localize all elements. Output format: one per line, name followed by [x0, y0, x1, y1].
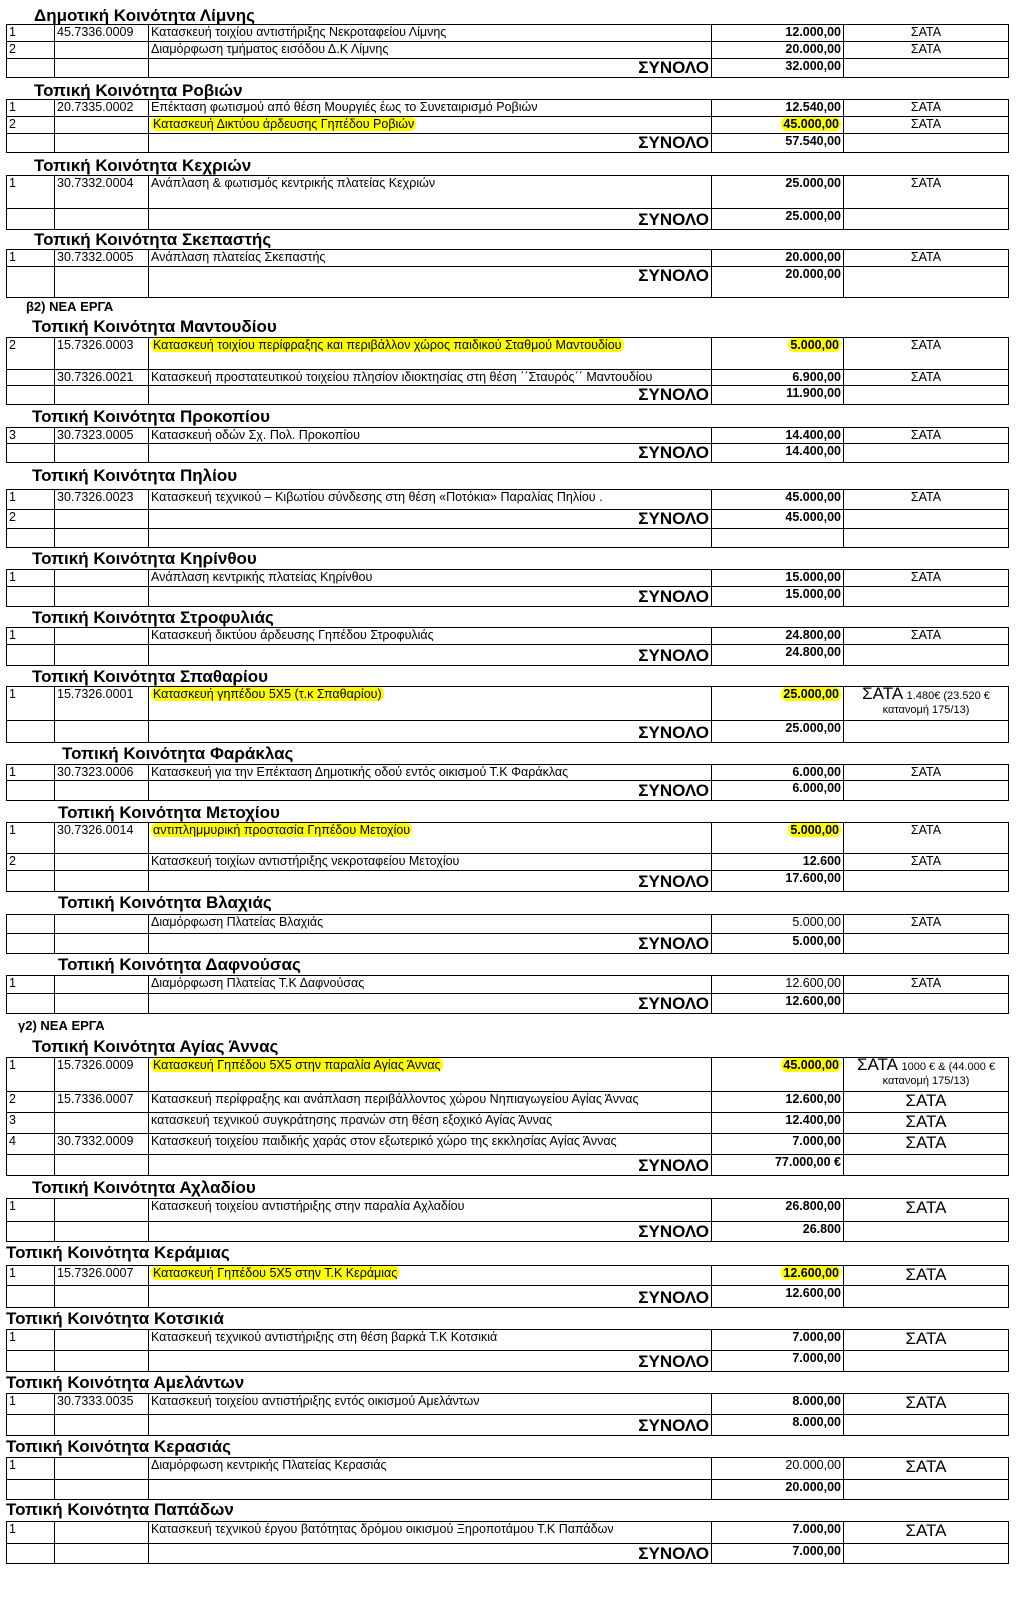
amount: 5.000,00: [790, 823, 839, 837]
works-table: [6, 1521, 1009, 1564]
works-table: [6, 975, 1009, 1014]
section-title: Τοπική Κοινότητα Προκοπίου: [32, 407, 270, 426]
total-amount: 12.600,00: [712, 994, 844, 1014]
funding-source: ΣΑΤΑ: [844, 428, 1009, 444]
row-number: 1: [7, 687, 55, 721]
row-number: 1: [7, 628, 55, 645]
amount: 5.000,00: [790, 338, 839, 352]
funding-source: ΣΑΤΑ: [844, 250, 1009, 267]
row-number: 2: [7, 510, 55, 529]
work-description: Κατασκευή γηπέδου 5Χ5 (τ.κ Σπαθαρίου): [153, 687, 382, 701]
amount: 45.000,00: [783, 117, 839, 131]
total-label: ΣΥΝΟΛΟ: [149, 1155, 712, 1176]
row-number: 2: [7, 338, 55, 370]
total-row: [7, 134, 1009, 153]
row-number: 1: [7, 1199, 55, 1222]
table-row: [7, 490, 1009, 510]
works-table: [6, 1457, 1009, 1500]
amount: 6.000,00: [712, 765, 844, 781]
row-number: 2: [7, 854, 55, 871]
works-table: [6, 764, 1009, 801]
work-description: Κατασκευή τεχνικού αντιστήριξης στη θέση βαρκά Τ.Κ Κοτσικιά: [149, 1330, 712, 1351]
table-row: [7, 338, 1009, 370]
section-title: Τοπική Κοινότητα Αγίας Άννας: [32, 1037, 279, 1056]
work-description: Διαμόρφωση Πλατείας Τ.Κ Δαφνούσας: [149, 976, 712, 994]
budget-code: [55, 570, 149, 587]
funding-source: ΣΑΤΑ: [856, 1057, 898, 1074]
total-amount: 26.800: [712, 1222, 844, 1242]
total-row: [7, 587, 1009, 607]
work-description: Κατασκευή τεχνικού έργου βατότητας δρόμου οικισμού Ξηροποτάμου Τ.Κ Παπάδων: [149, 1522, 712, 1544]
section-title: Τοπική Κοινότητα Κερασιάς: [6, 1437, 231, 1456]
work-description: Ανάπλαση πλατείας Σκεπαστής: [149, 250, 712, 267]
work-description: Ανάπλαση κεντρικής πλατείας Κηρίνθου: [149, 570, 712, 587]
table-row: [7, 1266, 1009, 1286]
budget-code: [55, 1522, 149, 1544]
total-label: ΣΥΝΟΛΟ: [149, 386, 712, 405]
total-label: ΣΥΝΟΛΟ: [149, 1286, 712, 1308]
budget-code: 20.7335.0002: [55, 100, 149, 117]
row-number: 1: [7, 976, 55, 994]
table-row: [7, 1522, 1009, 1544]
amount: 6.900,00: [712, 370, 844, 386]
work-description: Κατασκευή τοιχείου αντιστήριξης στην παραλία Αχλαδίου: [149, 1199, 712, 1222]
section-title: Τοπική Κοινότητα Πηλίου: [32, 466, 238, 485]
total-row: [7, 1351, 1009, 1372]
total-amount: 14.400,00: [712, 444, 844, 463]
works-table: [6, 175, 1009, 230]
budget-code: 30.7326.0023: [55, 490, 149, 510]
table-row: [7, 570, 1009, 587]
amount: 5.000,00: [712, 915, 844, 934]
total-label: ΣΥΝΟΛΟ: [149, 1415, 712, 1436]
row-number: [7, 915, 55, 934]
amount: 45.000,00: [712, 490, 844, 510]
total-amount: 45.000,00: [712, 510, 844, 529]
row-number: 2: [7, 1092, 55, 1113]
total-amount: 8.000,00: [712, 1415, 844, 1436]
work-description: Κατασκευή τοιχίου περίφραξης και περιβάλλον χώρος παιδικού Σταθμού Μαντουδίου: [153, 338, 622, 352]
total-row: [7, 510, 1009, 529]
work-description: κατασκευή τεχνικού συγκράτησης πρανών στη θέση εξοχικό Αγίας Άννας: [149, 1113, 712, 1134]
budget-code: [55, 976, 149, 994]
funding-source: ΣΑΤΑ: [844, 976, 1009, 994]
table-row: [7, 1394, 1009, 1415]
total-label: ΣΥΝΟΛΟ: [149, 1222, 712, 1242]
table-row: [7, 1058, 1009, 1092]
funding-source: ΣΑΤΑ: [844, 117, 1009, 134]
budget-code: 30.7333.0035: [55, 1394, 149, 1415]
funding-source: ΣΑΤΑ: [844, 25, 1009, 42]
section-label: γ2) ΝΕΑ ΕΡΓΑ: [18, 1018, 105, 1033]
total-row: [7, 1155, 1009, 1176]
works-table: [6, 337, 1009, 405]
section-title: Τοπική Κοινότητα Αμελάντων: [6, 1373, 245, 1392]
row-number: 1: [7, 570, 55, 587]
work-description: Κατασκευή οδών Σχ. Πολ. Προκοπίου: [149, 428, 712, 444]
work-description: Κατασκευή τοιχίων αντιστήριξης νεκροταφείου Μετοχίου: [149, 854, 712, 871]
works-table: [6, 1265, 1009, 1308]
section-title: Τοπική Κοινότητα Αχλαδίου: [32, 1178, 256, 1197]
total-label: ΣΥΝΟΛΟ: [149, 510, 712, 529]
budget-code: [55, 1458, 149, 1480]
total-label: ΣΥΝΟΛΟ: [149, 267, 712, 298]
budget-code: [55, 1113, 149, 1134]
table-row: [7, 529, 1009, 548]
section-title: Τοπική Κοινότητα Παπάδων: [6, 1500, 234, 1519]
table-row: [7, 687, 1009, 721]
total-amount: 5.000,00: [712, 934, 844, 954]
section-title: Τοπική Κοινότητα Κηρίνθου: [32, 549, 257, 568]
funding-source: ΣΑΤΑ: [844, 1113, 1009, 1134]
budget-code: 30.7332.0004: [55, 176, 149, 209]
row-number: 1: [7, 1266, 55, 1286]
work-description: Κατασκευή τοιχείου παιδικής χαράς στον εξωτερικό χώρο της εκκλησίας Αγίας Άννας: [149, 1134, 712, 1155]
section-title: Τοπική Κοινότητα Βλαχιάς: [58, 893, 272, 912]
amount: 7.000,00: [712, 1134, 844, 1155]
works-table: [6, 822, 1009, 892]
table-row: [7, 628, 1009, 645]
table-row: [7, 1134, 1009, 1155]
funding-source: ΣΑΤΑ: [844, 1134, 1009, 1155]
total-amount: 15.000,00: [712, 587, 844, 607]
row-number: 1: [7, 1330, 55, 1351]
total-amount: 25.000,00: [712, 721, 844, 743]
amount: 25.000,00: [712, 176, 844, 209]
total-row: [7, 1480, 1009, 1500]
total-row: [7, 781, 1009, 801]
total-label: ΣΥΝΟΛΟ: [149, 1351, 712, 1372]
row-number: 2: [7, 117, 55, 134]
works-table: [6, 914, 1009, 954]
works-table: [6, 1057, 1009, 1176]
amount: 12.600: [712, 854, 844, 871]
section-title: Τοπική Κοινότητα Μετοχίου: [58, 803, 280, 822]
funding-note: κατανομή 175/13): [882, 704, 970, 716]
funding-note: 1.480€ (23.520 €: [906, 690, 990, 702]
row-number: 1: [7, 25, 55, 42]
section-title: Τοπική Κοινότητα Κεχριών: [34, 156, 252, 175]
amount: 20.000,00: [712, 42, 844, 59]
table-row: [7, 428, 1009, 444]
total-row: [7, 386, 1009, 405]
work-description: Κατασκευή προστατευτικού τοιχείου πλησίον ιδιοκτησίας στη θέση ΄΄Σταυρός΄΄ Μαντουδίου: [149, 370, 712, 386]
budget-code: 30.7323.0006: [55, 765, 149, 781]
amount: 12.600,00: [712, 976, 844, 994]
total-row: [7, 267, 1009, 298]
table-row: [7, 250, 1009, 267]
row-number: 1: [7, 765, 55, 781]
total-amount: 77.000,00 €: [712, 1155, 844, 1176]
budget-code: [55, 1199, 149, 1222]
amount: 20.000,00: [712, 250, 844, 267]
amount: 7.000,00: [712, 1522, 844, 1544]
table-row: [7, 976, 1009, 994]
total-amount: 6.000,00: [712, 781, 844, 801]
work-description: αντιπλημμυρική προστασία Γηπέδου Μετοχίου: [153, 823, 411, 837]
total-label: ΣΥΝΟΛΟ: [149, 587, 712, 607]
total-row: [7, 444, 1009, 463]
funding-source: ΣΑΤΑ: [862, 686, 904, 703]
budget-code: 15.7336.0007: [55, 1092, 149, 1113]
row-number: 1: [7, 1394, 55, 1415]
table-row: [7, 1113, 1009, 1134]
funding-source: ΣΑΤΑ: [844, 570, 1009, 587]
budget-code: 15.7326.0007: [55, 1266, 149, 1286]
works-table: [6, 24, 1009, 78]
works-table: [6, 427, 1009, 463]
funding-source: ΣΑΤΑ: [844, 1522, 1009, 1544]
amount: 15.000,00: [712, 570, 844, 587]
section-title: Τοπική Κοινότητα Στροφυλιάς: [32, 608, 274, 627]
work-description: Κατασκευή τεχνικού – Κιβωτίου σύνδεσης στη θέση «Ποτόκια» Παραλίας Πηλίου .: [149, 490, 712, 510]
total-label: ΣΥΝΟΛΟ: [149, 209, 712, 230]
total-amount: 32.000,00: [712, 59, 844, 78]
budget-code: 30.7326.0014: [55, 823, 149, 854]
amount: 14.400,00: [712, 428, 844, 444]
table-row: [7, 370, 1009, 386]
row-number: 1: [7, 250, 55, 267]
total-row: [7, 1222, 1009, 1242]
budget-code: [55, 42, 149, 59]
section-title: Δημοτική Κοινότητα Λίμνης: [34, 6, 255, 25]
total-label: ΣΥΝΟΛΟ: [149, 134, 712, 153]
funding-source: ΣΑΤΑ: [844, 176, 1009, 209]
row-number: 1: [7, 1458, 55, 1480]
section-title: Τοπική Κοινότητα Ροβιών: [34, 81, 243, 100]
total-amount: 11.900,00: [712, 386, 844, 405]
budget-code: 30.7323.0005: [55, 428, 149, 444]
funding-source: ΣΑΤΑ: [844, 338, 1009, 370]
work-description: Κατασκευή δικτύου άρδευσης Γηπέδου Στροφυλιάς: [149, 628, 712, 645]
section-title: Τοπική Κοινότητα Σπαθαρίου: [32, 667, 269, 686]
table-row: [7, 42, 1009, 59]
row-number: 1: [7, 176, 55, 209]
table-row: [7, 854, 1009, 871]
work-description: Επέκταση φωτισμού από θέση Μουργιές έως το Συνεταιρισμό Ροβιών: [149, 100, 712, 117]
funding-source: ΣΑΤΑ: [844, 1394, 1009, 1415]
work-description: Κατασκευή για την Επέκταση Δημοτικής οδού εντός οικισμού Τ.Κ Φαράκλας: [149, 765, 712, 781]
table-row: [7, 1092, 1009, 1113]
amount: 12.600,00: [783, 1266, 839, 1280]
funding-source: ΣΑΤΑ: [844, 1330, 1009, 1351]
total-row: [7, 1415, 1009, 1436]
total-amount: 24.800,00: [712, 645, 844, 666]
total-amount: 7.000,00: [712, 1351, 844, 1372]
budget-code: 30.7332.0005: [55, 250, 149, 267]
table-row: [7, 915, 1009, 934]
funding-note: 1000 € & (44.000 €: [901, 1061, 996, 1073]
total-amount: 12.600,00: [712, 1286, 844, 1308]
budget-code: 30.7326.0021: [55, 370, 149, 386]
total-amount: 20.000,00: [712, 1480, 844, 1500]
section-label: β2) ΝΕΑ ΕΡΓΑ: [26, 299, 114, 314]
total-amount: 20.000,00: [712, 267, 844, 298]
total-amount: 17.600,00: [712, 871, 844, 892]
funding-source: ΣΑΤΑ: [844, 823, 1009, 854]
total-row: [7, 645, 1009, 666]
work-description: Διαμόρφωση κεντρικής Πλατείας Κερασιάς: [149, 1458, 712, 1480]
amount: 20.000,00: [712, 1458, 844, 1480]
work-description: Κατασκευή Γηπέδου 5Χ5 στην παραλία Αγίας Άννας: [153, 1058, 441, 1072]
works-table: [6, 489, 1009, 548]
total-row: [7, 1544, 1009, 1564]
section-title: Τοπική Κοινότητα Σκεπαστής: [34, 230, 272, 249]
budget-code: [55, 1330, 149, 1351]
budget-code: 15.7326.0009: [55, 1058, 149, 1092]
row-number: 4: [7, 1134, 55, 1155]
work-description: Κατασκευή τοιχείου αντιστήριξης εντός οικισμού Αμελάντων: [149, 1394, 712, 1415]
works-table: [6, 1198, 1009, 1242]
total-label: ΣΥΝΟΛΟ: [149, 1544, 712, 1564]
works-table: [6, 1329, 1009, 1372]
row-number: 3: [7, 428, 55, 444]
work-description: Ανάπλαση & φωτισμός κεντρικής πλατείας Κεχριών: [149, 176, 712, 209]
funding-source: ΣΑΤΑ: [844, 915, 1009, 934]
total-amount: 57.540,00: [712, 134, 844, 153]
table-row: [7, 1458, 1009, 1480]
row-number: 2: [7, 42, 55, 59]
total-row: [7, 871, 1009, 892]
row-number: 1: [7, 490, 55, 510]
budget-code: [55, 628, 149, 645]
work-description: Διαμόρφωση τμήματος εισόδου Δ.Κ Λίμνης: [149, 42, 712, 59]
total-label: ΣΥΝΟΛΟ: [149, 444, 712, 463]
works-table: [6, 1393, 1009, 1436]
table-row: [7, 100, 1009, 117]
funding-source: ΣΑΤΑ: [844, 1458, 1009, 1480]
total-label: ΣΥΝΟΛΟ: [149, 994, 712, 1014]
funding-source: ΣΑΤΑ: [844, 628, 1009, 645]
total-label: ΣΥΝΟΛΟ: [149, 781, 712, 801]
amount: 26.800,00: [712, 1199, 844, 1222]
amount: 8.000,00: [712, 1394, 844, 1415]
table-row: [7, 1199, 1009, 1222]
work-description: Κατασκευή περίφραξης και ανάπλαση περιβάλλοντος χώρου Νηπιαγωγείου Αγίας Άννας: [149, 1092, 712, 1113]
budget-code: [55, 117, 149, 134]
total-row: [7, 994, 1009, 1014]
amount: 45.000,00: [783, 1058, 839, 1072]
row-number: 1: [7, 1522, 55, 1544]
works-table: [6, 249, 1009, 298]
works-table: [6, 569, 1009, 607]
total-label: ΣΥΝΟΛΟ: [149, 59, 712, 78]
amount: 12.600,00: [712, 1092, 844, 1113]
amount: 25.000,00: [783, 687, 839, 701]
total-amount: 25.000,00: [712, 209, 844, 230]
budget-code: [55, 854, 149, 871]
work-description: Κατασκευή Δικτύου άρδευσης Γηπέδου Ροβιών: [153, 117, 415, 131]
total-row: [7, 209, 1009, 230]
total-row: [7, 1286, 1009, 1308]
total-row: [7, 721, 1009, 743]
funding-source: ΣΑΤΑ: [844, 1092, 1009, 1113]
funding-source: ΣΑΤΑ: [844, 854, 1009, 871]
section-title: Τοπική Κοινότητα Φαράκλας: [62, 744, 294, 763]
funding-source: ΣΑΤΑ: [844, 765, 1009, 781]
row-number: [7, 370, 55, 386]
section-title: Τοπική Κοινότητα Κοτσικιά: [6, 1309, 224, 1328]
total-label: ΣΥΝΟΛΟ: [149, 934, 712, 954]
total-label: ΣΥΝΟΛΟ: [149, 721, 712, 743]
work-description: Κατασκευή τοιχίου αντιστήριξης Νεκροταφείου Λίμνης: [149, 25, 712, 42]
works-table: [6, 686, 1009, 743]
section-title: Τοπική Κοινότητα Κεράμιας: [6, 1243, 230, 1262]
funding-source: ΣΑΤΑ: [844, 100, 1009, 117]
funding-source: ΣΑΤΑ: [844, 42, 1009, 59]
funding-source: ΣΑΤΑ: [844, 370, 1009, 386]
amount: 24.800,00: [712, 628, 844, 645]
funding-source: ΣΑΤΑ: [844, 490, 1009, 510]
total-label: ΣΥΝΟΛΟ: [149, 871, 712, 892]
amount: 12.000,00: [712, 25, 844, 42]
budget-code: 15.7326.0001: [55, 687, 149, 721]
table-row: [7, 765, 1009, 781]
total-amount: 7.000,00: [712, 1544, 844, 1564]
total-row: [7, 934, 1009, 954]
table-row: [7, 176, 1009, 209]
row-number: 1: [7, 823, 55, 854]
total-label: ΣΥΝΟΛΟ: [149, 645, 712, 666]
amount: 12.540,00: [712, 100, 844, 117]
budget-code: [55, 915, 149, 934]
budget-code: 45.7336.0009: [55, 25, 149, 42]
work-description: Κατασκευή Γηπέδου 5Χ5 στην Τ.Κ Κεράμιας: [153, 1266, 398, 1280]
work-description: Διαμόρφωση Πλατείας Βλαχιάς: [149, 915, 712, 934]
row-number: 1: [7, 100, 55, 117]
funding-source: ΣΑΤΑ: [844, 1199, 1009, 1222]
funding-note: κατανομή 175/13): [882, 1075, 970, 1087]
row-number: 3: [7, 1113, 55, 1134]
funding-source: ΣΑΤΑ: [844, 1266, 1009, 1286]
amount: 7.000,00: [712, 1330, 844, 1351]
row-number: 1: [7, 1058, 55, 1092]
total-row: [7, 59, 1009, 78]
table-row: [7, 823, 1009, 854]
section-title: Τοπική Κοινότητα Μαντουδίου: [32, 317, 277, 336]
section-title: Τοπική Κοινότητα Δαφνούσας: [58, 955, 301, 974]
budget-code: 15.7326.0003: [55, 338, 149, 370]
budget-code: 30.7332.0009: [55, 1134, 149, 1155]
works-table: [6, 99, 1009, 153]
table-row: [7, 25, 1009, 42]
table-row: [7, 1330, 1009, 1351]
works-table: [6, 627, 1009, 666]
table-row: [7, 117, 1009, 134]
amount: 12.400,00: [712, 1113, 844, 1134]
